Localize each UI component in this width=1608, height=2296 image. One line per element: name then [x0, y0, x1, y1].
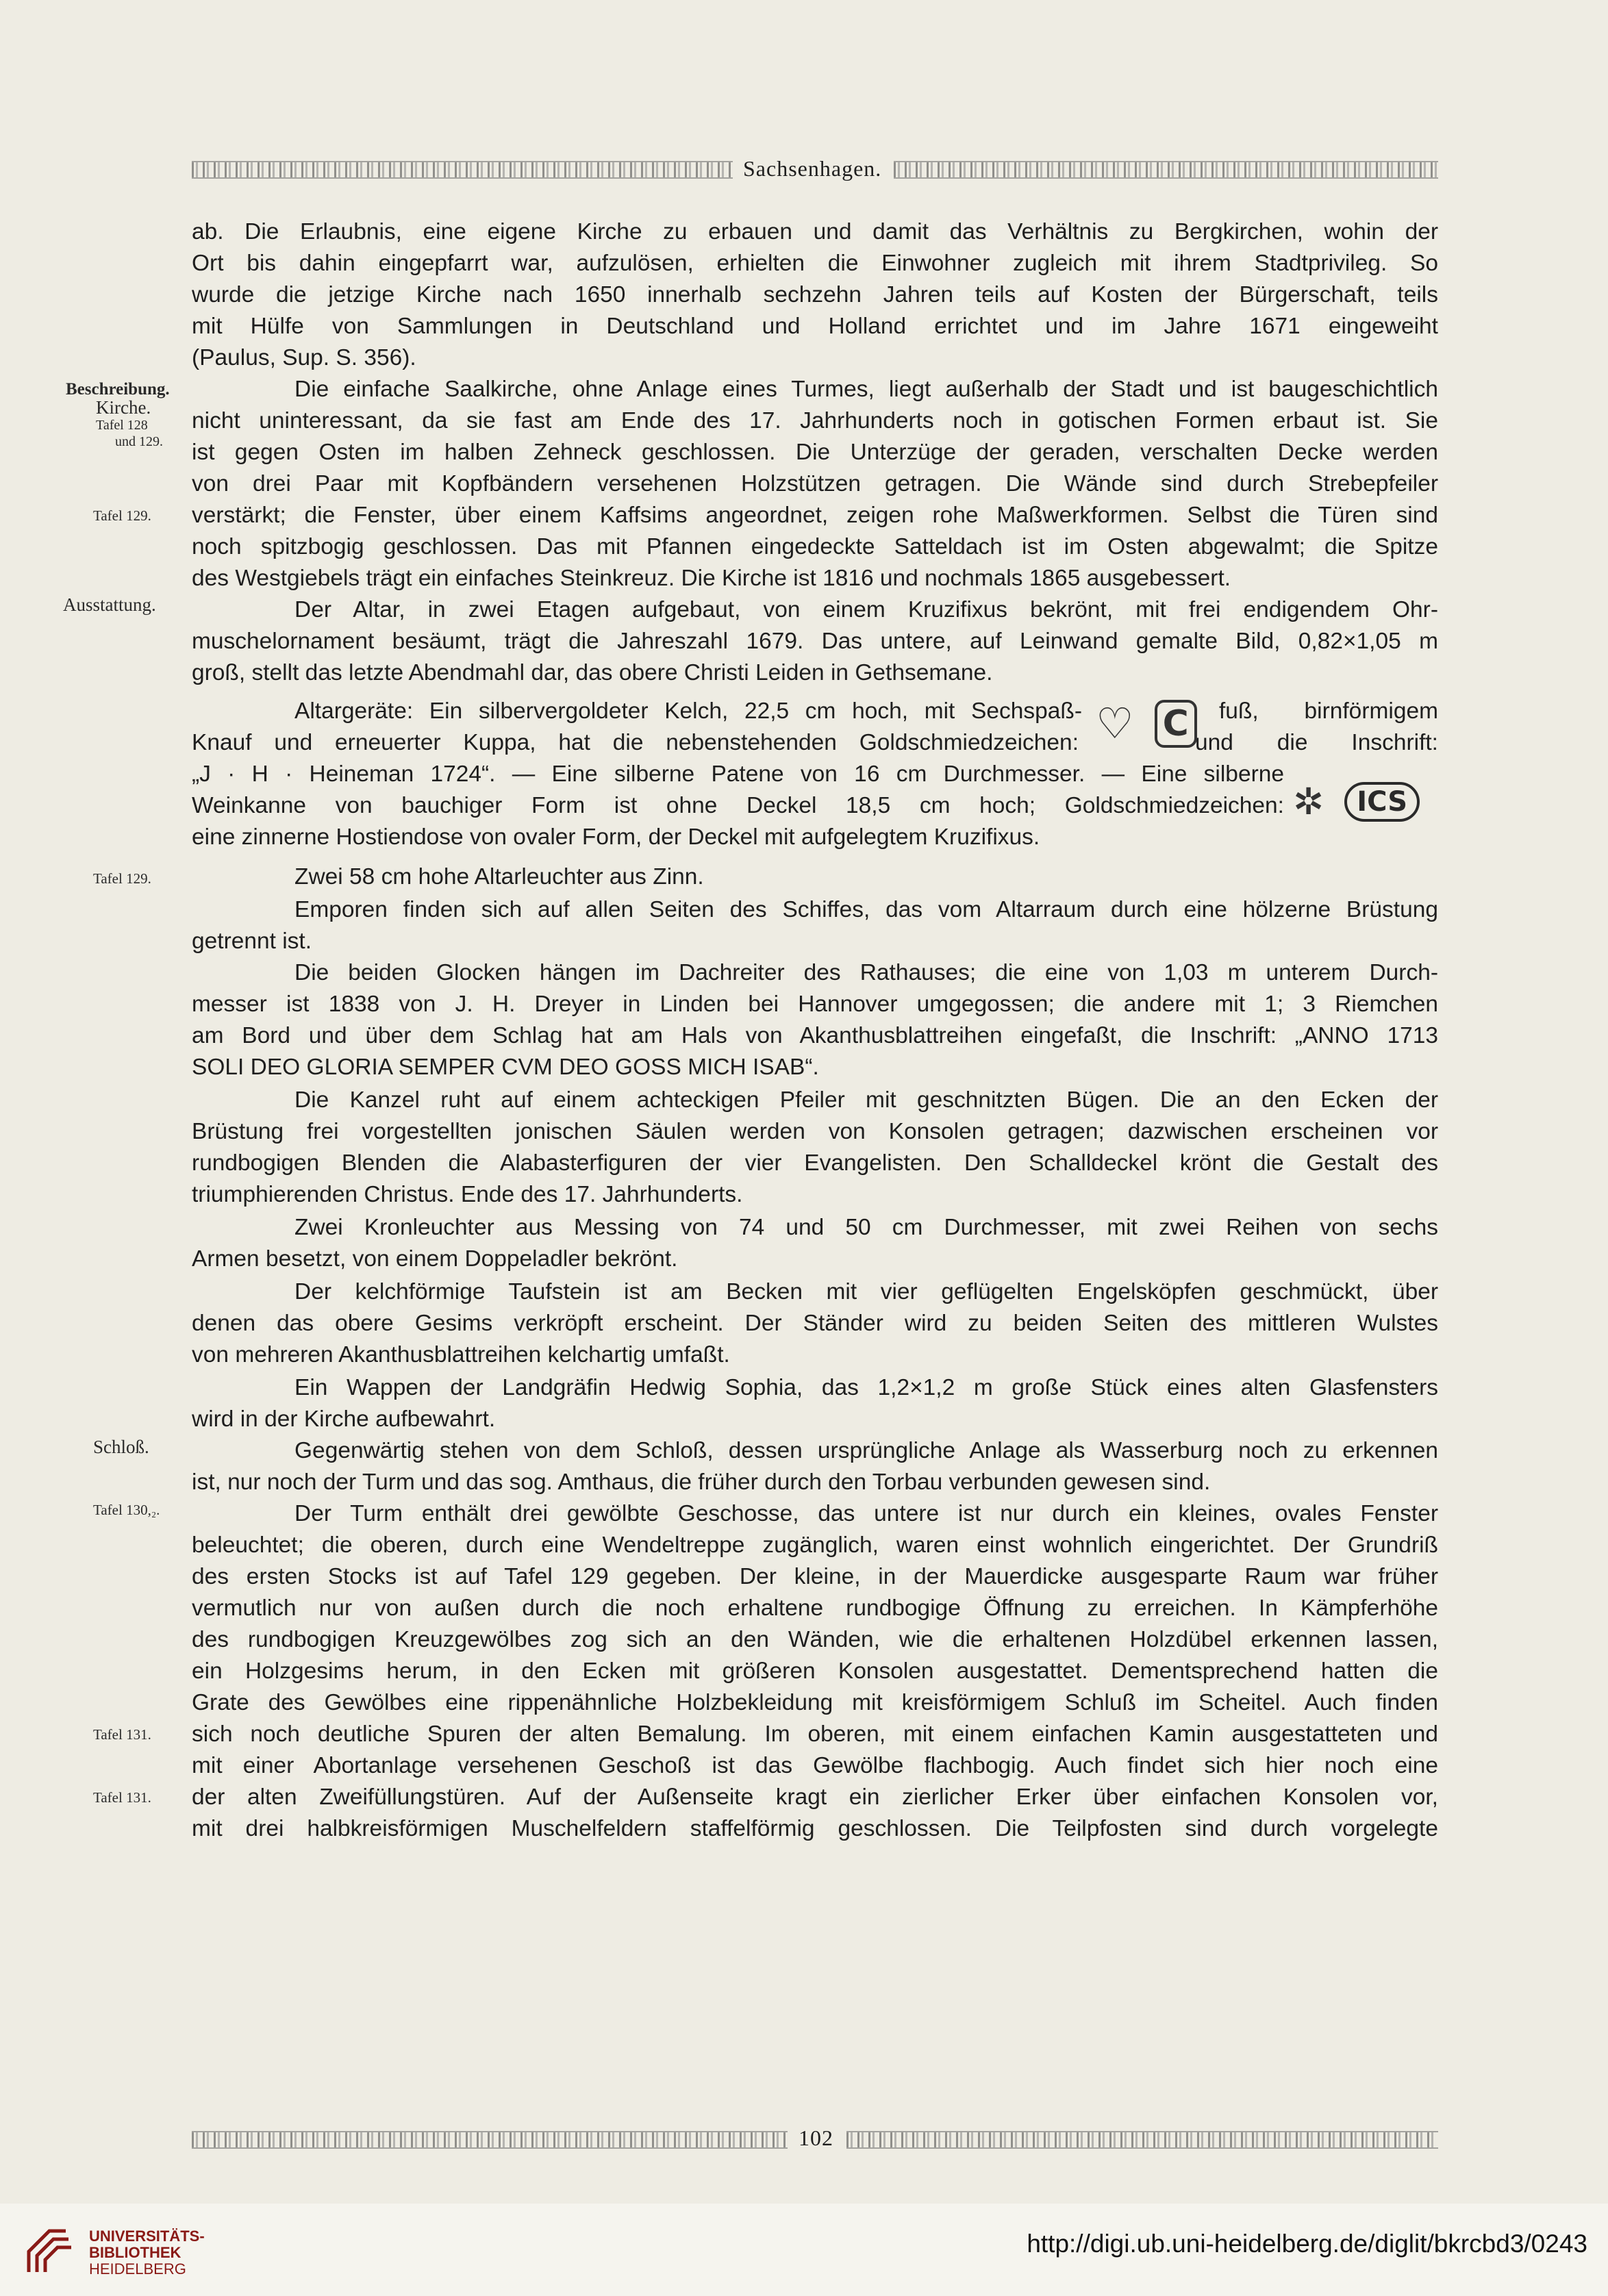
- margin-note-ausstattung: Ausstattung.: [63, 594, 156, 615]
- c-mark-icon: C: [1155, 700, 1197, 748]
- text-line: ist, nur noch der Turm und das sog. Amthaus, die früher durch den Torbau verbunden gewesen sind.: [192, 1469, 1211, 1495]
- text-line: Der Altar, in zwei Etagen aufgebaut, von einem Kruzifixus bekrönt, mit frei endigendem Ohr-: [294, 597, 1438, 622]
- text-line: verstärkt; die Fenster, über einem Kaffsims angeordnet, zeigen rohe Maßwerkformen. Selbst die Türen sind: [192, 503, 1438, 528]
- margin-note-tafel-130: Tafel 130,₂.: [93, 1502, 160, 1518]
- hexafoil-mark-icon: ♡: [1096, 698, 1134, 748]
- text-line: beleuchtet; die oberen, durch eine Wendeltreppe zugänglich, waren einst wohnlich eingerichtet. Der Grundriß: [192, 1532, 1438, 1558]
- margin-note-tafel-128: Tafel 128: [96, 418, 148, 433]
- running-header: Sachsenhagen.: [743, 156, 882, 181]
- footer-ornament-right: [846, 2131, 1438, 2149]
- margin-note-schloss: Schloß.: [93, 1437, 149, 1457]
- text-line: ist gegen Osten im halben Zehneck geschlossen. Die Unterzüge der geraden, verschalten Decke werden: [192, 440, 1438, 465]
- text-line: nicht uninteressant, da sie fast am Ende des 17. Jahrhunderts noch in gotischen Formen erbaut ist. Sie: [192, 408, 1438, 433]
- text-line: Der kelchförmige Taufstein ist am Becken mit vier geflügelten Engelsköpfen geschmückt, über: [294, 1279, 1438, 1304]
- text-line: rundbogigen Blenden die Alabasterfiguren der vier Evangelisten. Den Schalldeckel krönt die Gestalt des: [192, 1150, 1438, 1176]
- header-ornament-right: [894, 161, 1438, 179]
- text-line: mit drei halbkreisförmigen Muschelfeldern staffelförmig geschlossen. Die Teilpfosten sind durch vorgelegte: [192, 1816, 1438, 1841]
- text-line: am Bord und über dem Schlag hat am Hals von Akanthusblattreihen eingefaßt, die Inschrift: „ANNO 1713: [192, 1023, 1438, 1048]
- text-line: des Westgiebels trägt ein einfaches Steinkreuz. Die Kirche ist 1816 und nochmals 1865 ausgebessert.: [192, 566, 1231, 591]
- text-line: und die Inschrift:: [1195, 730, 1438, 755]
- library-logo-icon: [25, 2224, 77, 2276]
- margin-note-tafel-129-b: Tafel 129.: [93, 870, 151, 887]
- header-ornament-left: [192, 161, 733, 179]
- margin-note-tafel-131-b: Tafel 131.: [93, 1789, 151, 1806]
- text-line: vermutlich nur von außen durch die noch erhaltene rundbogige Öffnung zu erreichen. In Kämpferhöhe: [192, 1595, 1438, 1621]
- text-line: (Paulus, Sup. S. 356).: [192, 345, 416, 370]
- text-line: getrennt ist.: [192, 929, 312, 954]
- text-line: Zwei 58 cm hohe Altarleuchter aus Zinn.: [294, 864, 704, 890]
- text-line: Die einfache Saalkirche, ohne Anlage eines Turmes, liegt außerhalb der Stadt und ist baugeschichtlich: [294, 377, 1438, 402]
- text-line: Die beiden Glocken hängen im Dachreiter des Rathauses; die eine von 1,03 m unterem Durch-: [294, 960, 1438, 985]
- library-name-line2: BIBLIOTHEK: [89, 2244, 181, 2261]
- text-line: ein Holzgesims herum, in den Ecken mit größeren Konsolen ausgestattet. Dementsprechend hatten die: [192, 1658, 1438, 1684]
- margin-note-und-129: und 129.: [115, 434, 163, 449]
- text-line: mit Hülfe von Sammlungen in Deutschland und Holland errichtet und im Jahre 1671 eingeweiht: [192, 314, 1438, 339]
- text-line: messer ist 1838 von J. H. Dreyer in Linden bei Hannover umgegossen; die andere mit 1; 3 Riemchen: [192, 992, 1438, 1017]
- text-line: denen das obere Gesims verkröpft erscheint. Der Ständer wird zu beiden Seiten des mittleren Wulstes: [192, 1311, 1438, 1336]
- text-line: noch spitzbogig geschlossen. Das mit Pfannen eingedeckte Satteldach ist im Osten abgewalmt; die Spitze: [192, 534, 1438, 559]
- text-line: triumphierenden Christus. Ende des 17. Jahrhunderts.: [192, 1182, 743, 1207]
- text-line: SOLI DEO GLORIA SEMPER CVM DEO GOSS MICH ISAB“.: [192, 1055, 819, 1080]
- text-line: von mehreren Akanthusblattreihen kelchartig umfaßt.: [192, 1342, 730, 1367]
- text-line: Armen besetzt, von einem Doppeladler bekrönt.: [192, 1246, 678, 1272]
- margin-note-tafel-129: Tafel 129.: [93, 507, 151, 524]
- text-line: eine zinnerne Hostiendose von ovaler Form, der Deckel mit aufgelegtem Kruzifixus.: [192, 824, 1040, 850]
- text-line: wird in der Kirche aufbewahrt.: [192, 1406, 496, 1432]
- text-line: des rundbogigen Kreuzgewölbes zog sich an den Wänden, wie die erhaltenen Holzdübel erkennen lassen,: [192, 1627, 1438, 1652]
- text-line: Knauf und erneuerter Kuppa, hat die nebenstehenden Goldschmiedzeichen:: [192, 730, 1079, 755]
- goldsmith-marks-kelch: [1096, 700, 1197, 748]
- text-line: fuß, birnförmigem: [1219, 698, 1438, 724]
- text-line: Der Turm enthält drei gewölbte Geschosse, das untere ist nur durch ein kleines, ovales Fenster: [294, 1501, 1438, 1526]
- footer-ornament-left: [192, 2131, 788, 2149]
- text-line: ab. Die Erlaubnis, eine eigene Kirche zu erbauen und damit das Verhältnis zu Bergkirchen, wohin der: [192, 219, 1438, 244]
- text-line: Grate des Gewölbes eine rippenähnliche Holzbekleidung mit kreisförmigem Schluß im Scheitel. Auch finden: [192, 1690, 1438, 1715]
- text-line: wurde die jetzige Kirche nach 1650 innerhalb sechzehn Jahren teils auf Kosten der Bürgerschaft, teils: [192, 282, 1438, 307]
- text-line: Emporen finden sich auf allen Seiten des Schiffes, das vom Altarraum durch eine hölzerne Brüstung: [294, 897, 1438, 922]
- text-line: Gegenwärtig stehen von dem Schloß, dessen ursprüngliche Anlage als Wasserburg noch zu erkennen: [294, 1438, 1438, 1463]
- goldsmith-marks-weinkanne: [1293, 781, 1420, 823]
- margin-note-tafel-131: Tafel 131.: [93, 1726, 151, 1743]
- text-line: Weinkanne von bauchiger Form ist ohne Deckel 18,5 cm hoch; Goldschmiedzeichen:: [192, 793, 1284, 818]
- text-line: Ein Wappen der Landgräfin Hedwig Sophia, das 1,2×1,2 m große Stück eines alten Glasfensters: [294, 1375, 1438, 1400]
- text-line: des ersten Stocks ist auf Tafel 129 gegeben. Der kleine, in der Mauerdicke ausgesparte Raum war früher: [192, 1564, 1438, 1589]
- margin-note-beschreibung: Beschreibung.: [66, 380, 170, 399]
- text-line: Die Kanzel ruht auf einem achteckigen Pfeiler mit geschnitzten Bügen. Die an den Ecken der: [294, 1087, 1438, 1113]
- text-line: sich noch deutliche Spuren der alten Bemalung. Im oberen, mit einem einfachen Kamin ausgestatteten und: [192, 1721, 1438, 1747]
- text-line: groß, stellt das letzte Abendmahl dar, das obere Christi Leiden in Gethsemane.: [192, 660, 993, 685]
- text-line: Altargeräte: Ein silbervergoldeter Kelch, 22,5 cm hoch, mit Sechspaß-: [294, 698, 1082, 724]
- text-line: von drei Paar mit Kopfbändern versehenen Holzstützen getragen. Die Wände sind durch Strebepfeiler: [192, 471, 1438, 496]
- text-line: Ort bis dahin eingepfarrt war, aufzulösen, erhielten die Einwohner zugleich mit ihrem Stadtprivileg. So: [192, 251, 1438, 276]
- text-line: muschelornament besäumt, trägt die Jahreszahl 1679. Das untere, auf Leinwand gemalte Bild, 0,82×1,05 m: [192, 629, 1438, 654]
- text-line: Brüstung frei vorgestellten jonischen Säulen werden von Konsolen getragen; dazwischen erscheinen vor: [192, 1119, 1438, 1144]
- text-line: der alten Zweifüllungstüren. Auf der Außenseite kragt ein zierlicher Erker über einfachen Konsolen vor,: [192, 1784, 1438, 1810]
- library-name-line3: HEIDELBERG: [89, 2260, 186, 2278]
- text-line: Zwei Kronleuchter aus Messing von 74 und 50 cm Durchmesser, mit zwei Reihen von sechs: [294, 1215, 1438, 1240]
- margin-note-kirche: Kirche.: [96, 397, 151, 418]
- text-line: mit einer Abortanlage versehenen Geschoß ist das Gewölbe flachbogig. Auch findet sich hier noch eine: [192, 1753, 1438, 1778]
- source-url-link[interactable]: http://digi.ub.uni-heidelberg.de/diglit/bkrcbd3/0243: [1027, 2230, 1587, 2258]
- text-line: „J · H · Heineman 1724“. — Eine silberne Patene von 16 cm Durchmesser. — Eine silberne: [192, 761, 1284, 787]
- ics-mark-icon: ICS: [1344, 782, 1420, 822]
- page-number: 102: [799, 2125, 833, 2150]
- crown-mark-icon: ✲: [1293, 780, 1324, 823]
- library-name-line1: UNIVERSITÄTS-: [89, 2228, 205, 2245]
